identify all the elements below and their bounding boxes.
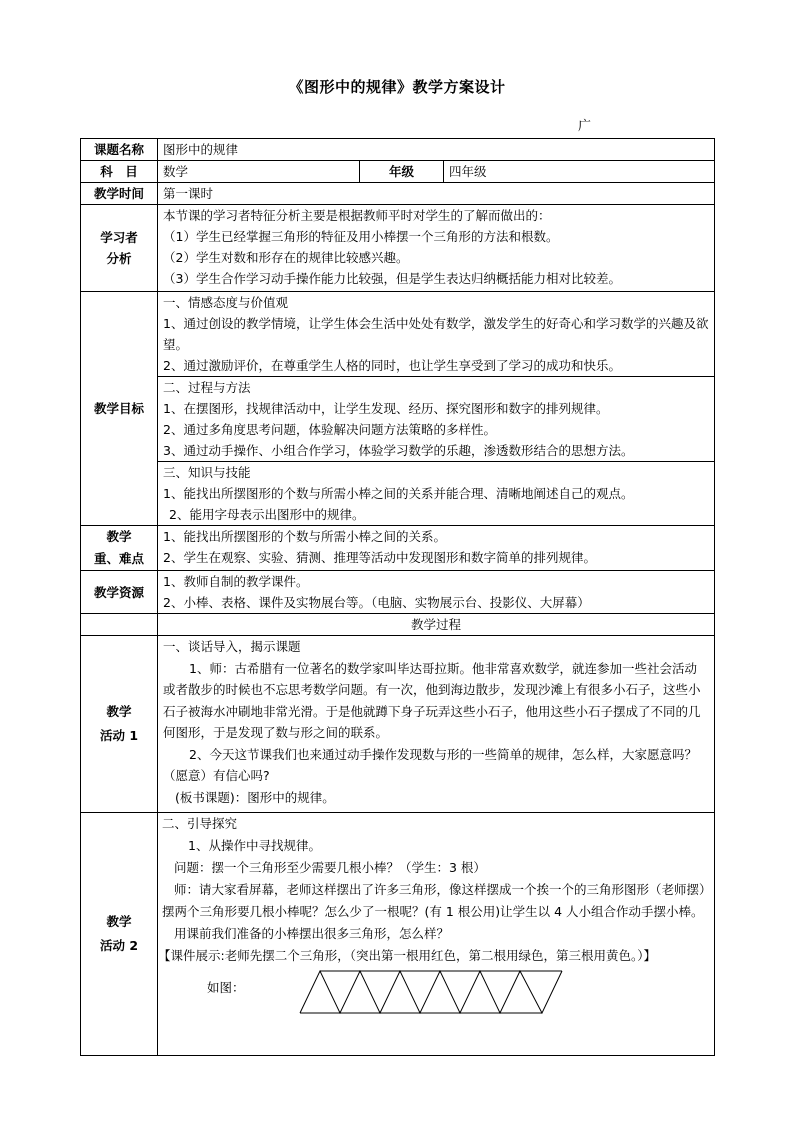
resources-line: 1、教师自制的教学课件。 — [163, 574, 309, 589]
analysis-line: （2）学生对数和形存在的规律比较感兴趣。 — [163, 250, 409, 265]
goals-process-row — [81, 377, 715, 462]
resources-line: 2、小棒、表格、课件及实物展台等。（电脑、实物展示台、投影仪、大屏幕） — [163, 595, 590, 610]
goals-emotion-line: 2、通过激励评价，在尊重学生人格的同时，也让学生享受到了学习的成功和快乐。 — [163, 358, 621, 373]
goals-knowledge-line: 2、能用字母表示出图形中的规律。 — [169, 507, 365, 522]
goals-emotion-heading: 一、情感态度与价值观 — [163, 295, 289, 310]
activity2-question: 问题：摆一个三角形至少需要几根小棒？（学生：3 根） — [174, 860, 486, 875]
resources-content — [158, 571, 715, 614]
topic-row — [81, 139, 715, 161]
goals-knowledge-row — [81, 462, 715, 526]
goals-knowledge-heading: 三、知识与技能 — [163, 465, 251, 480]
analysis-line: （3）学生合作学习动手操作能力比较强，但是学生表达归纳概括能力相对比较差。 — [163, 271, 621, 286]
grade-value: 四年级 — [444, 161, 715, 183]
time-value: 第一课时 — [158, 183, 715, 205]
activity1-paragraph: 1、师：古希腊有一位著名的数学家叫毕达哥拉斯。他非常喜欢数学，就连参加一些社会活动或者散步的时候也不忘思考数学问题。有一次，他到海边散步，发现沙滩上有很多小石子，这些小石子被海水冲刷地非常光滑。于是他就蹲下身子玩弄这些小石子，他用这些小石子摆成了不同的几何图形，于是发现了数与形之间的联系。 — [163, 660, 701, 740]
analysis-label-line2: 分析 — [106, 251, 132, 266]
goals-emotion-content — [158, 292, 715, 377]
goals-process-content — [158, 377, 715, 462]
activity1-heading: 一、谈话导入，揭示课题 — [163, 639, 301, 654]
grade-label: 年级 — [360, 161, 444, 183]
goals-process-line: 3、通过动手操作、小组合作学习，体验学习数学的乐趣，渗透数形结合的思想方法。 — [163, 443, 634, 458]
zigzag-sticks — [300, 971, 562, 1013]
activity1-label — [81, 636, 158, 813]
process-header-blank — [81, 614, 158, 636]
goals-knowledge-content — [158, 462, 715, 526]
goals-process-line: 2、通过多角度思考问题，体验解决问题方法策略的多样性。 — [163, 422, 496, 437]
activity2-row — [81, 813, 715, 1056]
analysis-content — [158, 205, 715, 292]
activity2-teacher: 师：请大家看屏幕，老师这样摆出了许多三角形，像这样摆成一个挨一个的三角形图形（老师摆）摆两个三角形要几根小棒呢？怎么少了一根呢？(有 1 根公用)让学生以 4 人小组合作动手摆小棒。 — [162, 882, 706, 919]
time-label: 教学时间 — [81, 183, 158, 205]
activity2-courseware: 【课件展示:老师先摆二个三角形，（突出第一根用红色，第二根用绿色，第三根用黄色。）】 — [158, 948, 656, 963]
analysis-label-line1: 学习者 — [100, 230, 138, 245]
time-row — [81, 183, 715, 205]
analysis-line: 本节课的学习者特征分析主要是根据教师平时对学生的了解而做出的： — [163, 208, 551, 223]
analysis-line: （1）学生已经掌握三角形的特征及用小棒摆一个三角形的方法和根数。 — [163, 229, 559, 244]
activity2-label-line2: 活动 2 — [99, 938, 139, 953]
subject-row — [81, 161, 715, 183]
keypoints-content — [158, 526, 715, 571]
activity1-row — [81, 636, 715, 813]
keypoints-label-line2: 重、难点 — [93, 551, 144, 566]
activity2-step: 1、从操作中寻找规律。 — [188, 838, 321, 853]
analysis-label — [81, 205, 158, 292]
keypoints-row — [81, 526, 715, 571]
resources-label: 教学资源 — [81, 571, 158, 614]
activity2-heading: 二、引导探究 — [162, 816, 238, 831]
goals-process-heading: 二、过程与方法 — [163, 380, 251, 395]
triangle-figure-row — [162, 967, 709, 1021]
triangles-diagram — [298, 969, 564, 1015]
goals-process-line: 1、在摆图形，找规律活动中，让学生发现、经历、探究图形和数字的排列规律。 — [163, 401, 609, 416]
lesson-plan-table — [80, 138, 715, 1056]
activity1-label-line1: 教学 — [106, 704, 132, 719]
keypoints-label — [81, 526, 158, 571]
keypoints-line: 1、能找出所摆图形的个数与所需小棒之间的关系。 — [163, 529, 446, 544]
process-header: 教学过程 — [158, 614, 715, 636]
goals-label: 教学目标 — [81, 292, 158, 526]
activity1-label-line2: 活动 1 — [99, 728, 139, 743]
keypoints-line: 2、学生在观察、实验、猜测、推理等活动中发现图形和数字简单的排列规律。 — [163, 550, 596, 565]
activity2-prompt: 用课前我们准备的小棒摆出很多三角形，怎么样？ — [174, 926, 450, 941]
activity1-paragraph: (板书课题)：图形中的规律。 — [175, 789, 335, 805]
subject-label: 科 目 — [81, 161, 158, 183]
goals-emotion-line: 1、通过创设的教学情境，让学生体会生活中处处有数学，激发学生的好奇心和学习数学的兴趣及欲望。 — [163, 316, 709, 352]
analysis-row — [81, 205, 715, 292]
activity2-label-line1: 教学 — [106, 914, 132, 929]
activity2-label — [81, 813, 158, 1056]
subject-value: 数学 — [158, 161, 360, 183]
resources-row — [81, 571, 715, 614]
goals-emotion-row — [81, 292, 715, 377]
topic-label: 课题名称 — [81, 139, 158, 161]
topic-value: 图形中的规律 — [158, 139, 715, 161]
activity1-paragraph: 2、今天这节课我们也来通过动手操作发现数与形的一些简单的规律，怎么样，大家愿意吗？（愿意）有信心吗? — [163, 746, 697, 783]
author-mark: 广 — [578, 119, 592, 134]
figure-label: 如图： — [207, 980, 245, 995]
keypoints-label-line1: 教学 — [106, 529, 132, 544]
activity1-content — [158, 636, 715, 813]
document-title: 《图形中的规律》教学方案设计 — [288, 78, 506, 96]
goals-knowledge-line: 1、能找出所摆图形的个数与所需小棒之间的关系并能合理、清晰地阐述自己的观点。 — [163, 486, 634, 501]
activity2-content — [158, 813, 715, 1056]
process-header-row — [81, 614, 715, 636]
